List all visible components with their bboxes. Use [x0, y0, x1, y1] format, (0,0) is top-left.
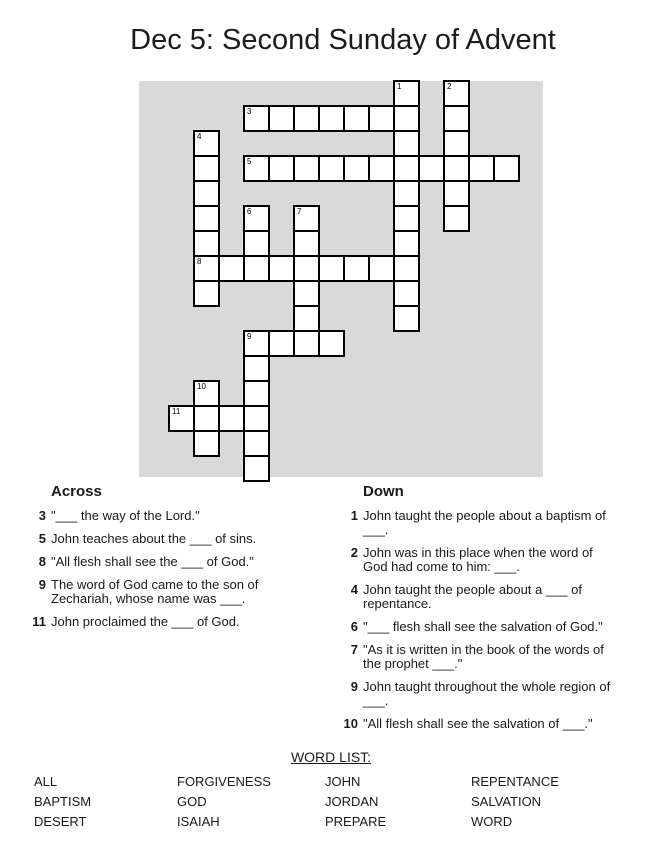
word-list-column-4 [471, 772, 559, 832]
grid-cell[interactable] [243, 430, 270, 457]
grid-cell[interactable] [393, 80, 420, 107]
down-header: Down [363, 483, 404, 500]
clue-number: 9 [38, 577, 46, 592]
grid-cell[interactable] [268, 330, 295, 357]
clue-number: 2 [350, 545, 358, 560]
grid-cell[interactable] [443, 130, 470, 157]
grid-cell[interactable] [193, 230, 220, 257]
clue-text: John proclaimed the ___ of God. [51, 614, 240, 629]
grid-cell[interactable] [443, 105, 470, 132]
grid-cell[interactable] [293, 280, 320, 307]
clue-item [30, 615, 325, 629]
cell-number: 10 [197, 382, 206, 391]
clue-item [342, 643, 642, 671]
cell-number: 11 [172, 407, 181, 416]
clue-item [30, 555, 325, 569]
grid-cell[interactable] [193, 130, 220, 157]
cell-number: 6 [247, 207, 252, 216]
word-list-item: FORGIVENESS [177, 774, 271, 789]
clue-item [30, 578, 325, 606]
word-list-column-2 [177, 772, 271, 832]
word-list-column-1 [34, 772, 91, 832]
grid-cell[interactable] [443, 80, 470, 107]
down-clues-section [342, 484, 642, 740]
clue-text: John was in this place when the word of God had come to him: ___. [363, 545, 593, 574]
grid-cell[interactable] [193, 430, 220, 457]
grid-cell[interactable] [393, 130, 420, 157]
grid-cell[interactable] [193, 255, 220, 282]
word-list-item: BAPTISM [34, 794, 92, 809]
clue-item [342, 546, 642, 574]
grid-cell[interactable] [293, 230, 320, 257]
grid-cell[interactable] [318, 155, 345, 182]
grid-cell[interactable] [243, 455, 270, 482]
word-list-item: JOHN [325, 774, 361, 789]
clue-number: 8 [38, 554, 46, 569]
clue-number: 9 [350, 679, 358, 694]
grid-cell[interactable] [368, 255, 395, 282]
clue-number: 11 [32, 614, 46, 629]
clue-item [342, 509, 642, 537]
grid-cell[interactable] [393, 230, 420, 257]
grid-cell[interactable] [293, 330, 320, 357]
grid-cell[interactable] [268, 155, 295, 182]
grid-cell[interactable] [443, 205, 470, 232]
clue-text: John taught the people about a baptism of ___. [363, 508, 606, 537]
word-list-item: WORD [471, 814, 513, 829]
clue-text: "All flesh shall see the ___ of God." [51, 554, 254, 569]
cell-number: 8 [197, 257, 202, 266]
page-title: Dec 5: Second Sunday of Advent [130, 24, 556, 56]
grid-cell[interactable] [393, 280, 420, 307]
cell-number: 2 [447, 82, 452, 91]
word-list-item: REPENTANCE [471, 774, 559, 789]
grid-cell[interactable] [443, 180, 470, 207]
grid-cell[interactable] [193, 180, 220, 207]
word-list-item: DESERT [34, 814, 87, 829]
grid-cell[interactable] [218, 405, 245, 432]
cell-number: 4 [197, 132, 202, 141]
word-list-item: ISAIAH [177, 814, 220, 829]
clue-text: John teaches about the ___ of sins. [51, 531, 257, 546]
clue-item [30, 532, 325, 546]
grid-cell[interactable] [343, 105, 370, 132]
grid-cell[interactable] [318, 105, 345, 132]
clue-number: 10 [343, 716, 358, 731]
across-clue-list [30, 509, 325, 629]
grid-cell[interactable] [393, 180, 420, 207]
clue-number: 5 [38, 531, 46, 546]
grid-cell[interactable] [368, 155, 395, 182]
clue-text: John taught throughout the whole region of ___. [363, 679, 611, 708]
grid-cell[interactable] [243, 380, 270, 407]
grid-cell[interactable] [293, 255, 320, 282]
grid-cell[interactable] [193, 405, 220, 432]
grid-cell[interactable] [468, 155, 495, 182]
grid-cell[interactable] [168, 405, 195, 432]
clue-item [342, 717, 642, 731]
grid-cell[interactable] [318, 255, 345, 282]
grid-cell[interactable] [318, 330, 345, 357]
grid-cell[interactable] [493, 155, 520, 182]
cell-number: 9 [247, 332, 252, 341]
word-list-item: GOD [177, 794, 207, 809]
grid-cell[interactable] [443, 155, 470, 182]
grid-cell[interactable] [193, 155, 220, 182]
grid-cell[interactable] [218, 255, 245, 282]
across-header: Across [51, 483, 102, 500]
grid-cell[interactable] [243, 205, 270, 232]
clue-text: "___ the way of the Lord." [51, 508, 200, 523]
cell-number: 7 [297, 207, 302, 216]
grid-cell[interactable] [393, 255, 420, 282]
grid-cell[interactable] [193, 280, 220, 307]
word-list-item: SALVATION [471, 794, 542, 809]
clue-item [342, 583, 642, 611]
clue-item [342, 680, 642, 708]
grid-cell[interactable] [243, 255, 270, 282]
word-list-column-3 [325, 772, 386, 832]
grid-cell[interactable] [393, 105, 420, 132]
clue-item [30, 509, 325, 523]
cell-number: 5 [247, 157, 252, 166]
word-list-item: PREPARE [325, 814, 387, 829]
grid-cell[interactable] [268, 105, 295, 132]
grid-cell[interactable] [393, 205, 420, 232]
clue-number: 1 [350, 508, 358, 523]
grid-cell[interactable] [293, 205, 320, 232]
grid-cell[interactable] [268, 255, 295, 282]
word-list-item: ALL [34, 774, 58, 789]
across-clues-section [30, 484, 325, 638]
grid-cell[interactable] [243, 330, 270, 357]
word-list-header: WORD LIST: [290, 749, 372, 765]
grid-cell[interactable] [193, 380, 220, 407]
clue-item [342, 620, 642, 634]
grid-cell[interactable] [243, 405, 270, 432]
clue-number: 7 [350, 642, 358, 657]
grid-cell[interactable] [243, 105, 270, 132]
clue-text: "As it is written in the book of the words of the prophet ___." [363, 642, 604, 671]
grid-cell[interactable] [393, 155, 420, 182]
grid-cell[interactable] [193, 205, 220, 232]
clue-number: 6 [350, 619, 358, 634]
cell-number: 3 [247, 107, 252, 116]
clue-text: John taught the people about a ___ of repentance. [363, 582, 583, 611]
clue-text: The word of God came to the son of Zechariah, whose name was ___. [51, 577, 259, 606]
down-clue-list [342, 509, 642, 731]
grid-cell[interactable] [293, 105, 320, 132]
grid-cell[interactable] [343, 155, 370, 182]
grid-cell[interactable] [343, 255, 370, 282]
grid-cell[interactable] [368, 105, 395, 132]
grid-cell[interactable] [293, 155, 320, 182]
grid-cell[interactable] [418, 155, 445, 182]
grid-cell[interactable] [293, 305, 320, 332]
grid-cell[interactable] [393, 305, 420, 332]
clue-text: "___ flesh shall see the salvation of God." [363, 619, 603, 634]
word-list-item: JORDAN [325, 794, 379, 809]
grid-cell[interactable] [243, 155, 270, 182]
grid-cell[interactable] [243, 230, 270, 257]
grid-cell[interactable] [243, 355, 270, 382]
clue-text: "All flesh shall see the salvation of ___." [363, 716, 593, 731]
clue-number: 3 [38, 508, 46, 523]
cell-number: 1 [397, 82, 402, 91]
clue-number: 4 [350, 582, 358, 597]
